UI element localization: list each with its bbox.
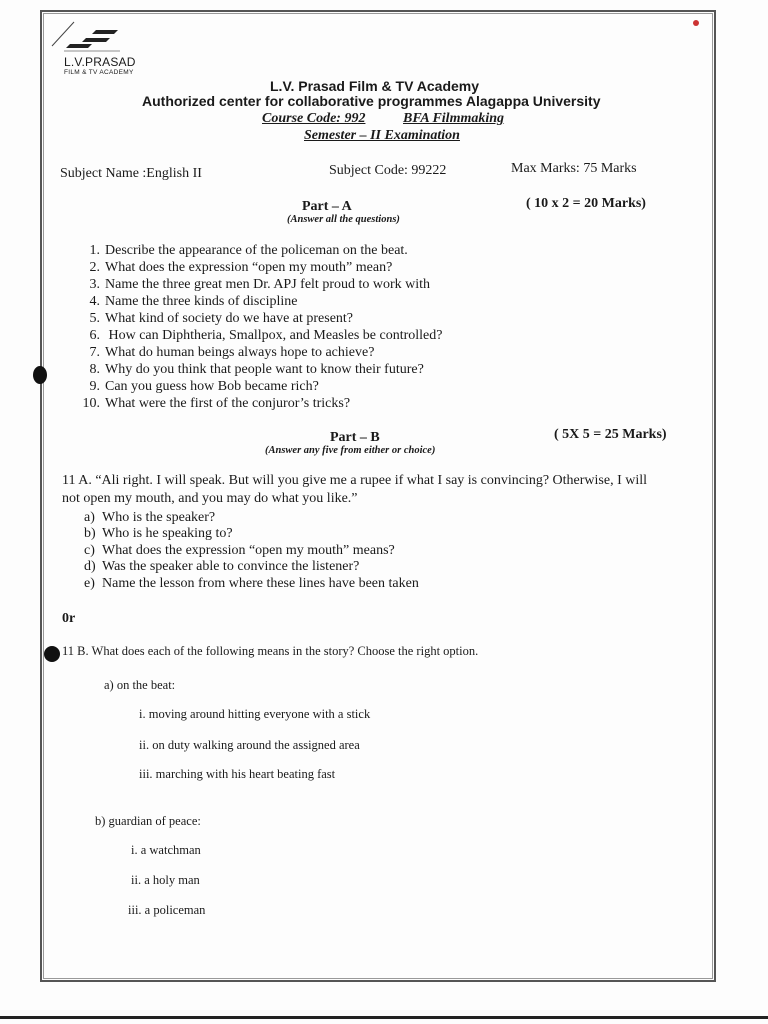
part-a-marks: ( 10 x 2 = 20 Marks) [526,196,646,211]
max-marks: Max Marks: 75 Marks [511,161,637,176]
subquestion-a: a) Who is the speaker? [84,510,216,525]
subject-code: Subject Code: 99222 [329,163,447,178]
part-b-title: Part – B [330,430,380,445]
subquestion-b: b) Who is he speaking to? [84,526,233,541]
question-10: 10. What were the first of the conjuror’s tricks? [82,396,351,411]
question-9: 9. Can you guess how Bob became rich? [89,379,319,394]
option-11b-a-ii: ii. on duty walking around the assigned area [139,738,360,752]
option-11b-b-iii: iii. a policeman [128,903,206,917]
subquestion-e: e) Name the lesson from where these lines have been taken [84,576,419,591]
part-a-instruction: (Answer all the questions) [287,214,400,225]
question-1: 1. Describe the appearance of the policeman on the beat. [89,243,408,258]
question-3: 3. Name the three great men Dr. APJ felt proud to work with [89,277,431,292]
punch-hole [33,366,47,384]
red-mark [693,20,699,26]
institute-name: L.V. Prasad Film & TV Academy [270,78,480,94]
option-11b-b-ii: ii. a holy man [131,873,200,887]
punch-hole [44,646,60,662]
course-code: Course Code: 992 [262,111,366,126]
part-b-marks: ( 5X 5 = 25 Marks) [554,427,667,442]
option-11b-a-iii: iii. marching with his heart beating fast [139,767,336,781]
option-11b-a-i: i. moving around hitting everyone with a stick [139,707,371,721]
scan-edge-line [0,1016,768,1019]
logo-tagline: FILM & TV ACADEMY [64,69,134,76]
question-5: 5. What kind of society do we have at present? [89,311,354,326]
question-2: 2. What does the expression “open my mouth” mean? [89,260,393,275]
question-11b-b-label: b) guardian of peace: [95,814,201,828]
question-11a-line-1: 11 A. “Ali right. I will speak. But will you give me a rupee if what I say is convincing? Otherwise, I will [62,473,648,488]
option-11b-b-i: i. a watchman [131,843,201,857]
authorized-center: Authorized center for collaborative programmes Alagappa University [142,93,601,109]
question-11b-a-label: a) on the beat: [104,678,176,692]
logo-mark-icon [48,20,128,54]
question-11b: 11 B. What does each of the following means in the story? Choose the right option. [62,644,479,658]
program-name: BFA Filmmaking [403,111,505,126]
subquestion-c: c) What does the expression “open my mouth” means? [84,543,395,558]
question-11a-line-2: not open my mouth, and you may do what you like.” [62,491,358,506]
question-6: 6. How can Diphtheria, Smallpox, and Measles be controlled? [89,328,443,343]
part-b-instruction: (Answer any five from either or choice) [265,445,436,456]
part-a-title: Part – A [302,199,352,214]
subquestion-d: d) Was the speaker able to convince the listener? [84,559,360,574]
or-separator: 0r [62,611,76,626]
semester-title: Semester – II Examination [304,128,460,143]
question-8: 8. Why do you think that people want to know their future? [89,362,424,377]
subject-name: Subject Name :English II [60,166,202,181]
question-7: 7. What do human beings always hope to achieve? [89,345,375,360]
question-4: 4. Name the three kinds of discipline [89,294,298,309]
logo-name: L.V.PRASAD [64,55,136,69]
